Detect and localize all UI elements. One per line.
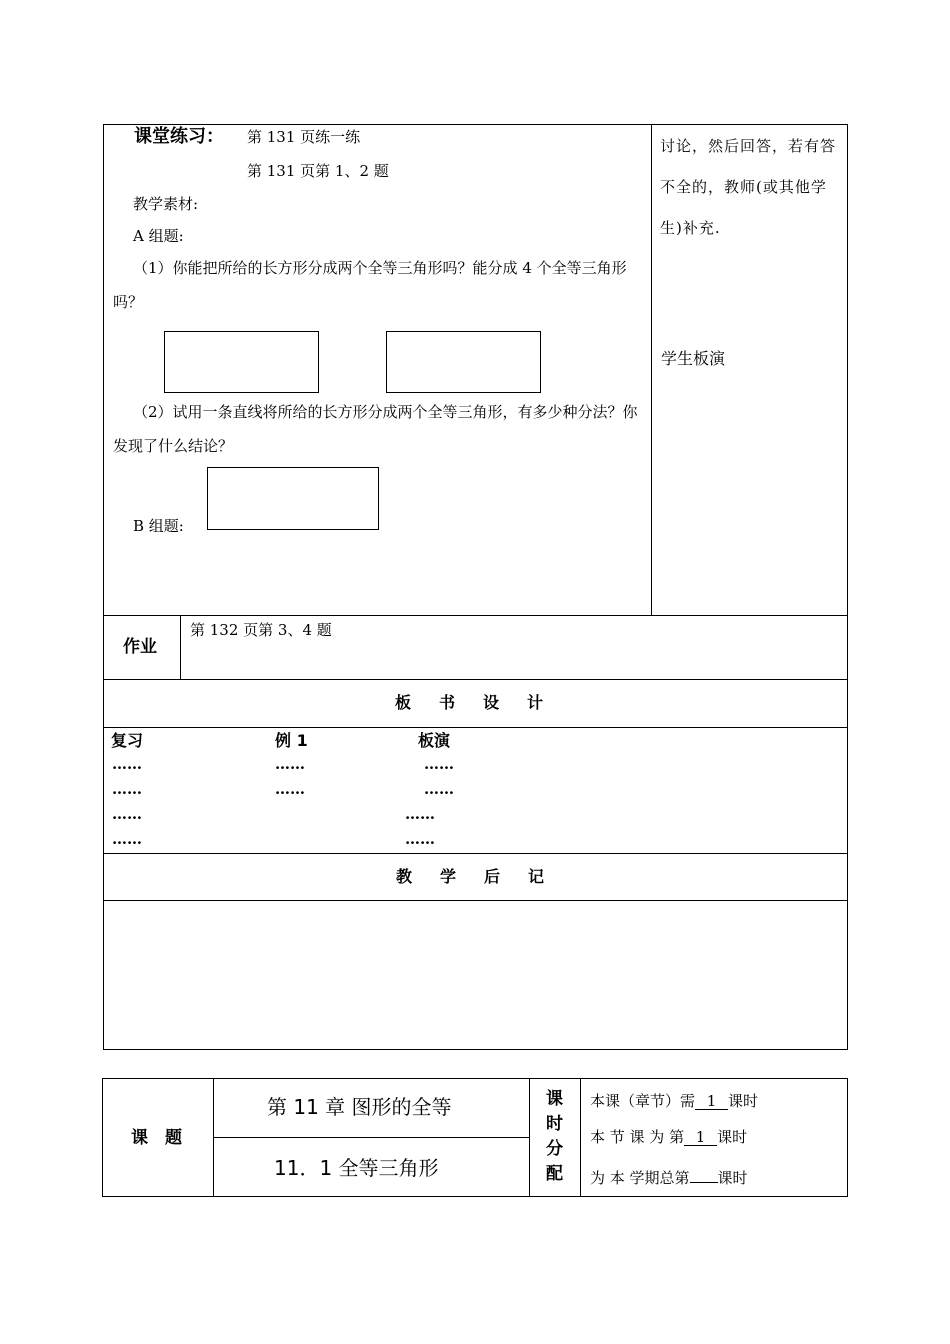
section-title: 11．1 全等三角形 — [274, 1156, 439, 1180]
homework-content: 第 132 页第 3、4 题 — [190, 621, 332, 639]
dots: …… — [275, 755, 305, 773]
group-a-label: A 组题: — [133, 227, 184, 245]
rectangle-figure-1 — [164, 331, 319, 393]
dots: …… — [112, 755, 142, 773]
rectangle-figure-2 — [386, 331, 541, 393]
board-demo-note: 学生板演 — [661, 349, 726, 368]
alloc-char: 配 — [546, 1164, 563, 1184]
semester-period-value — [690, 1167, 718, 1183]
dots: …… — [275, 780, 305, 798]
dots: …… — [405, 805, 435, 823]
dots: …… — [112, 780, 142, 798]
question-1: （1）你能把所给的长方形分成两个全等三角形吗？能分成 4 个全等三角形吗？ — [113, 259, 627, 311]
dots: …… — [424, 755, 454, 773]
board-design-title: 板书设计 — [395, 693, 572, 712]
practice-heading: 课堂练习： — [134, 126, 224, 147]
postscript-title: 教学后记 — [396, 867, 573, 886]
current-period-value: 1 — [684, 1130, 717, 1146]
semester-period-line — [590, 1167, 748, 1186]
board-col-review: 复习 — [111, 731, 144, 750]
semester-period-prefix: 为 本 学期总第 — [590, 1169, 690, 1187]
materials-label: 教学素材: — [133, 195, 199, 213]
practice-line2: 第 131 页第 1、2 题 — [247, 162, 389, 180]
dots: …… — [112, 805, 142, 823]
board-col-example: 例 1 — [275, 731, 308, 750]
dots: …… — [405, 830, 435, 848]
period-required-line — [590, 1094, 758, 1110]
period-required-suffix: 课时 — [728, 1092, 759, 1110]
homework-label: 作业 — [123, 637, 157, 657]
question-2: （2）试用一条直线将所给的长方形分成两个全等三角形，有多少种分法？你发现了什么结论？ — [113, 403, 638, 455]
semester-period-suffix: 课时 — [717, 1169, 748, 1187]
group-b-label: B 组题: — [133, 517, 184, 535]
current-period-suffix: 课时 — [717, 1128, 748, 1146]
alloc-char: 课 — [546, 1089, 563, 1109]
current-period-line — [590, 1130, 747, 1146]
alloc-char: 时 — [546, 1114, 563, 1134]
alloc-char: 分 — [546, 1139, 563, 1159]
dots: …… — [424, 780, 454, 798]
practice-line1: 第 131 页练一练 — [247, 128, 361, 146]
chapter-title: 第 11 章 图形的全等 — [267, 1095, 452, 1119]
period-required-value: 1 — [695, 1094, 728, 1110]
period-required-prefix: 本课（章节）需 — [590, 1092, 696, 1110]
discussion-note: 讨论，然后回答，若有答不全的，教师(或其他学生)补充. — [660, 137, 837, 237]
topic-label: 课 题 — [131, 1128, 182, 1148]
current-period-prefix: 本 节 课 为 第 — [590, 1128, 685, 1146]
board-col-demo: 板演 — [418, 731, 451, 750]
rectangle-figure-3 — [207, 467, 379, 530]
dots: …… — [112, 830, 142, 848]
